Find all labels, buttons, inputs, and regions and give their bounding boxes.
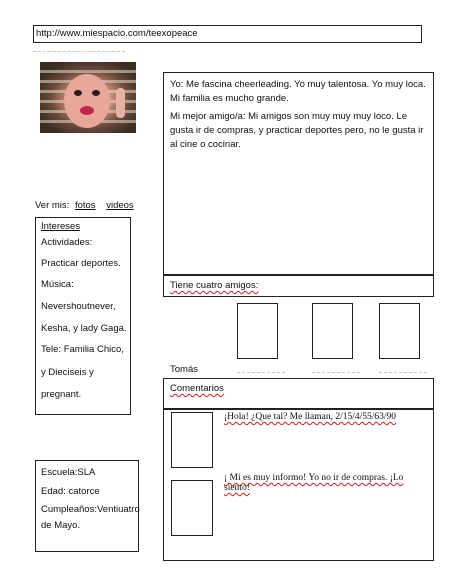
dashed-divider (379, 372, 427, 373)
ver-mis-label (35, 199, 134, 213)
friend-thumbnail[interactable] (312, 303, 353, 359)
commenter-avatar[interactable] (171, 480, 213, 536)
music-label: Música: (41, 279, 74, 290)
friends-header-text: Tiene cuatro amigos: (170, 280, 259, 291)
friend-thumbnail[interactable] (237, 303, 278, 359)
age-text: Edad: catorce (41, 486, 100, 497)
dashed-divider (237, 372, 285, 373)
dashed-divider (33, 51, 125, 52)
fotos-link[interactable]: fotos (74, 200, 96, 211)
school-text: Escuela:SLA (41, 467, 96, 478)
activities-label: Actividades: (41, 237, 93, 248)
comment-text: ¡ Mi es muy informo! Yo no ir de compras. ¡Lo siento! (224, 473, 404, 493)
tv-value-2: pregnant. (41, 389, 82, 400)
music-value-1: Nevershoutnever, (41, 301, 116, 312)
tv-value-1: y Dieciseis y (41, 367, 94, 378)
about-panel (163, 72, 434, 275)
ver-mis-text: Ver mis: (35, 200, 70, 211)
videos-link[interactable]: videos (106, 200, 134, 211)
friend-thumbnail[interactable] (379, 303, 420, 359)
interests-panel (35, 217, 131, 415)
best-friend-text: Mi mejor amigo/a: Mi amigos son muy muy muy loco. Le gusta ir de compras, y practicar deportes pero, no le gusta ir al cine o cocinar. (170, 111, 424, 150)
url-bar[interactable] (33, 25, 422, 43)
friend-name[interactable]: Tomás (170, 364, 198, 375)
school-panel (35, 460, 139, 552)
url-text: http://www.miespacio.com/teexopeace (36, 28, 198, 39)
about-text: Yo: Me fascina cheerleading. Yo muy talentosa. Yo muy loca. Mi familia es mucho grande. (170, 79, 426, 104)
comments-panel (163, 409, 434, 561)
birthday-label: Cumpleaños:Ventiuatro (41, 504, 140, 515)
comment-text: ¡Hola! ¿Que tal? Me llaman, 2/15/4/55/63/90 (224, 412, 397, 422)
tv-label: Tele: Familia Chico, (41, 344, 124, 355)
profile-photo (40, 62, 136, 133)
interests-title: Intereses (41, 221, 81, 232)
birthday-value: de Mayo. (41, 520, 81, 531)
dashed-divider (312, 372, 360, 373)
comments-header (163, 378, 434, 409)
commenter-avatar[interactable] (171, 412, 213, 468)
friends-header (163, 275, 434, 297)
activities-value: Practicar deportes. (41, 258, 121, 269)
music-value-2: Kesha, y lady Gaga. (41, 323, 127, 334)
comments-title: Comentarios (170, 383, 224, 394)
